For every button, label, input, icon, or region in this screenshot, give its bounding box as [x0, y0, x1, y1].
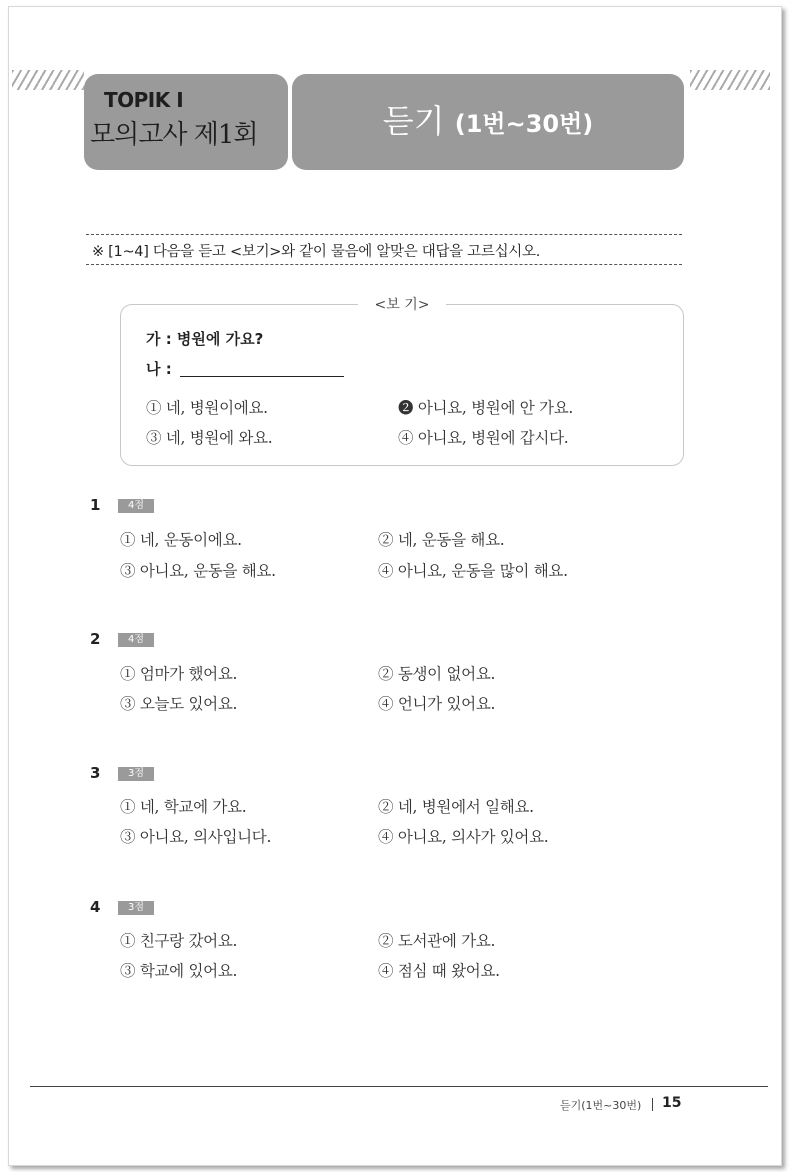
example-option-2: ❷ 아니요, 병원에 안 가요.	[398, 399, 574, 417]
example-option-1: ① 네, 병원이에요.	[146, 399, 268, 417]
question-3-number: 3	[90, 764, 101, 782]
topik-title: TOPIK Ⅰ	[104, 88, 184, 112]
section-range: (1번~30번)	[454, 110, 594, 138]
question-3-option-3[interactable]: ③ 아니요, 의사입니다.	[120, 828, 272, 846]
question-2-points: 4점	[118, 633, 154, 647]
example-option-3: ③ 네, 병원에 와요.	[146, 429, 273, 447]
footer-separator	[652, 1098, 653, 1111]
section-title	[292, 96, 684, 142]
question-4-option-1[interactable]: ① 친구랑 갔어요.	[120, 932, 238, 950]
question-2-option-1[interactable]: ① 엄마가 했어요.	[120, 665, 238, 683]
question-3-option-2[interactable]: ② 네, 병원에서 일해요.	[378, 798, 534, 816]
question-1-points: 4점	[118, 499, 154, 513]
example-line-ga: 가 : 병원에 가요?	[146, 330, 264, 348]
question-1-option-4[interactable]: ④ 아니요, 운동을 많이 해요.	[378, 562, 568, 580]
question-1-option-1[interactable]: ① 네, 운동이에요.	[120, 531, 242, 549]
section-name: 듣기	[382, 102, 445, 140]
instruction-text: ※ [1~4] 다음을 듣고 <보기>와 같이 물음에 알맞은 대답을 고르십시오.	[92, 244, 541, 260]
footer-section: 듣기(1번~30번)	[560, 1099, 642, 1112]
question-4-points: 3점	[118, 901, 154, 915]
page-number: 15	[662, 1095, 682, 1111]
answer-blank	[180, 376, 344, 377]
decorative-stripes-right	[690, 70, 770, 90]
question-2-option-2[interactable]: ② 동생이 없어요.	[378, 665, 496, 683]
page	[8, 6, 782, 1166]
example-label: <보 기>	[358, 294, 446, 314]
question-4-option-4[interactable]: ④ 점심 때 왔어요.	[378, 962, 500, 980]
mock-test-title: 모의고사 제1회	[90, 120, 258, 150]
question-3-option-4[interactable]: ④ 아니요, 의사가 있어요.	[378, 828, 549, 846]
question-1-option-2[interactable]: ② 네, 운동을 해요.	[378, 531, 505, 549]
question-4-option-3[interactable]: ③ 학교에 있어요.	[120, 962, 238, 980]
example-line-na: 나 :	[146, 360, 172, 378]
question-2-number: 2	[90, 630, 101, 648]
question-4-option-2[interactable]: ② 도서관에 가요.	[378, 932, 496, 950]
question-4-number: 4	[90, 898, 101, 916]
question-2-option-3[interactable]: ③ 오늘도 있어요.	[120, 695, 238, 713]
question-3-points: 3점	[118, 767, 154, 781]
question-1-number: 1	[90, 496, 101, 514]
question-2-option-4[interactable]: ④ 언니가 있어요.	[378, 695, 496, 713]
instruction-divider-top	[86, 234, 682, 235]
question-1-option-3[interactable]: ③ 아니요, 운동을 해요.	[120, 562, 276, 580]
footer-divider	[30, 1086, 768, 1087]
question-3-option-1[interactable]: ① 네, 학교에 가요.	[120, 798, 247, 816]
decorative-stripes-left	[12, 70, 84, 90]
example-option-4: ④ 아니요, 병원에 갑시다.	[398, 429, 569, 447]
instruction-divider-bottom	[86, 264, 682, 265]
